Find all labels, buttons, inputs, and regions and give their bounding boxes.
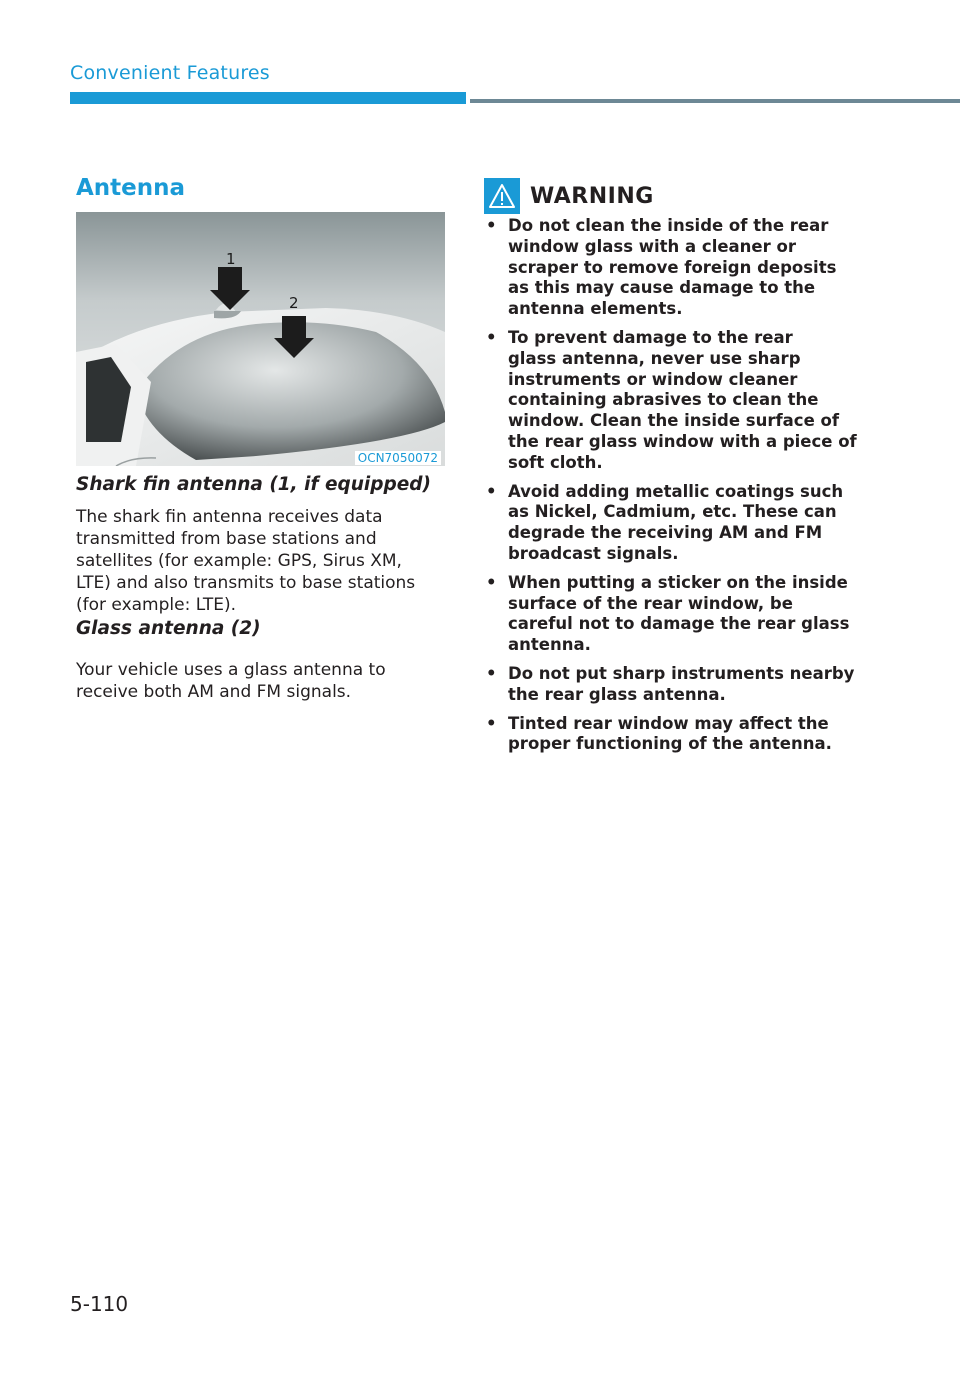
page-number: 5-110 <box>70 1292 129 1316</box>
warning-item: • Tinted rear window may affect the proper functioning of the antenna. <box>486 713 832 754</box>
warning-item: • To prevent damage to the rear glass antenna, never use sharp instruments or window cleaner containing abrasives to clean the window. Clean the inside surface of the rear glass window with a piece of soft cloth. <box>486 327 857 472</box>
section-title-header: Convenient Features <box>70 62 270 84</box>
antenna-figure <box>76 212 445 466</box>
warning-triangle-icon <box>484 178 520 214</box>
warning-item: • Do not clean the inside of the rear window glass with a cleaner or scraper to remove foreign deposits as this may cause damage to the antenna elements. <box>486 216 837 319</box>
text-line: Your vehicle uses a glass antenna to <box>76 660 386 680</box>
glass-antenna-paragraph <box>76 659 446 703</box>
text-line: (for example: LTE). <box>76 595 237 615</box>
text-line: satellites (for example: GPS, Sirus XM, <box>76 551 402 571</box>
header-rule-accent <box>70 92 466 104</box>
warning-list <box>484 216 864 763</box>
warning-label: WARNING <box>530 183 654 209</box>
glass-antenna-heading: Glass antenna (2) <box>76 618 261 639</box>
warning-item: • When putting a sticker on the inside surface of the rear window, be careful not to damage the rear glass antenna. <box>486 572 850 655</box>
callout-1-label: 1 <box>226 250 236 268</box>
antenna-heading: Antenna <box>76 175 186 201</box>
callout-2-label: 2 <box>289 294 299 312</box>
shark-fin-heading: Shark fin antenna (1, if equipped) <box>76 474 431 495</box>
warning-item: • Avoid adding metallic coatings such as Nickel, Cadmium, etc. These can degrade the receiving AM and FM broadcast signals. <box>486 481 844 563</box>
text-line: receive both AM and FM signals. <box>76 682 352 702</box>
text-line: transmitted from base stations and <box>76 529 377 549</box>
figure-code: OCN7050072 <box>355 451 441 465</box>
warning-header <box>484 178 654 214</box>
text-line: LTE) and also transmits to base stations <box>76 573 416 593</box>
warning-item: • Do not put sharp instruments nearby the rear glass antenna. <box>486 663 855 704</box>
text-line: The shark fin antenna receives data <box>76 507 383 527</box>
car-rear-illustration <box>76 212 445 466</box>
shark-fin-paragraph <box>76 506 446 616</box>
header-rule-gray <box>470 99 960 103</box>
